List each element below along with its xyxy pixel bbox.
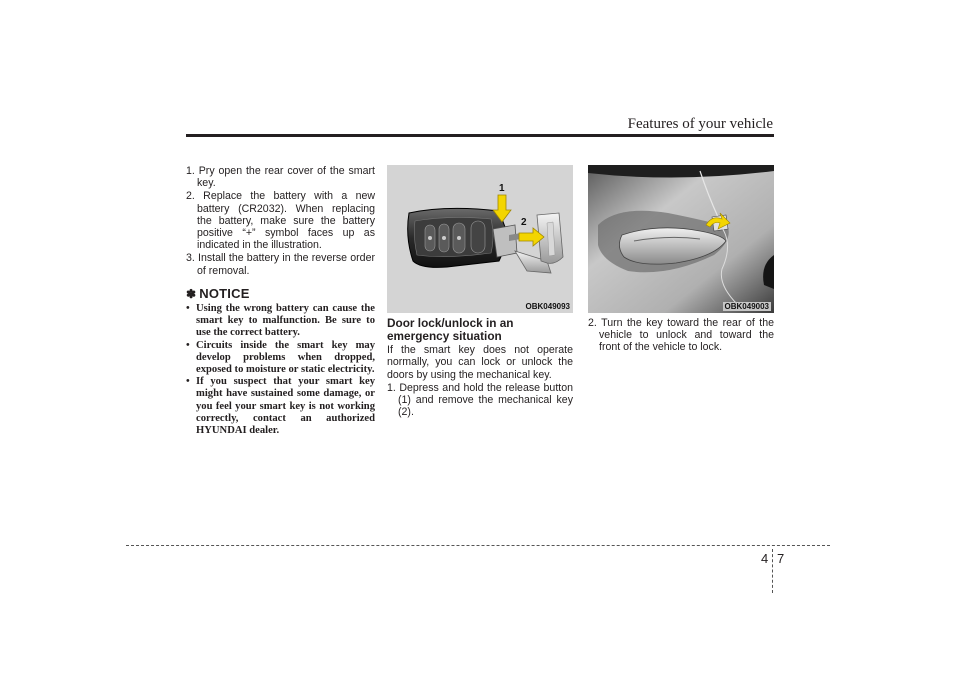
page-number-separator [772, 549, 773, 593]
page-number: 7 [777, 551, 785, 566]
column-left [186, 165, 375, 437]
header-rule [186, 134, 774, 137]
column-right [588, 317, 774, 355]
notice-heading [186, 285, 375, 301]
figure-code: OBK049093 [525, 302, 570, 311]
notice-title: NOTICE [199, 285, 250, 301]
emergency-steps [387, 382, 573, 419]
smart-key-illustration [387, 165, 573, 313]
door-handle-illustration [588, 165, 774, 313]
smart-key-figure [387, 165, 573, 313]
step-item: 3. Install the battery in the reverse order of removal. [186, 252, 375, 277]
figure-code: OBK049003 [724, 302, 769, 311]
step-item: 2. Turn the key toward the rear of the vehicle to unlock and toward the front of the vehicle to lock. [588, 317, 774, 354]
door-handle-figure [588, 165, 774, 313]
notice-item: • Circuits inside the smart key may develop problems when dropped, exposed to moisture or static electricity. [186, 339, 375, 376]
notice-item: • Using the wrong battery can cause the smart key to malfunction. Be sure to use the correct battery. [186, 303, 375, 339]
callout-1: 1 [499, 183, 505, 194]
emergency-steps-continued [588, 317, 774, 354]
notice-list [186, 303, 375, 437]
bullet-icon: • [186, 376, 190, 388]
notice-mark-icon: ✽ [186, 286, 197, 301]
footer-rule [126, 545, 830, 546]
bullet-icon: • [186, 303, 190, 315]
section-heading: Door lock/unlock in an emergency situation [387, 316, 514, 343]
intro-paragraph: If the smart key does not operate normally, you can lock or unlock the doors by using the mechanical key. [387, 344, 573, 381]
bullet-icon: • [186, 339, 190, 351]
chapter-number: 4 [761, 551, 769, 566]
step-item: 1. Depress and hold the release button (1) and remove the mechanical key (2). [387, 381, 573, 419]
battery-steps [186, 165, 375, 277]
running-header: Features of your vehicle [627, 116, 773, 132]
step-item: 2. Replace the battery with a new battery (CR2032). When replacing the battery, make sure the battery positive “+” symbol faces up as indicated in the illustration. [186, 190, 375, 252]
callout-2: 2 [521, 217, 527, 228]
column-middle [387, 317, 573, 419]
step-item: 1. Pry open the rear cover of the smart key. [186, 165, 375, 190]
notice-item: • If you suspect that your smart key might have sustained some damage, or you feel your smart key is not working correctly, contact an authorized HYUNDAI dealer. [186, 376, 375, 437]
